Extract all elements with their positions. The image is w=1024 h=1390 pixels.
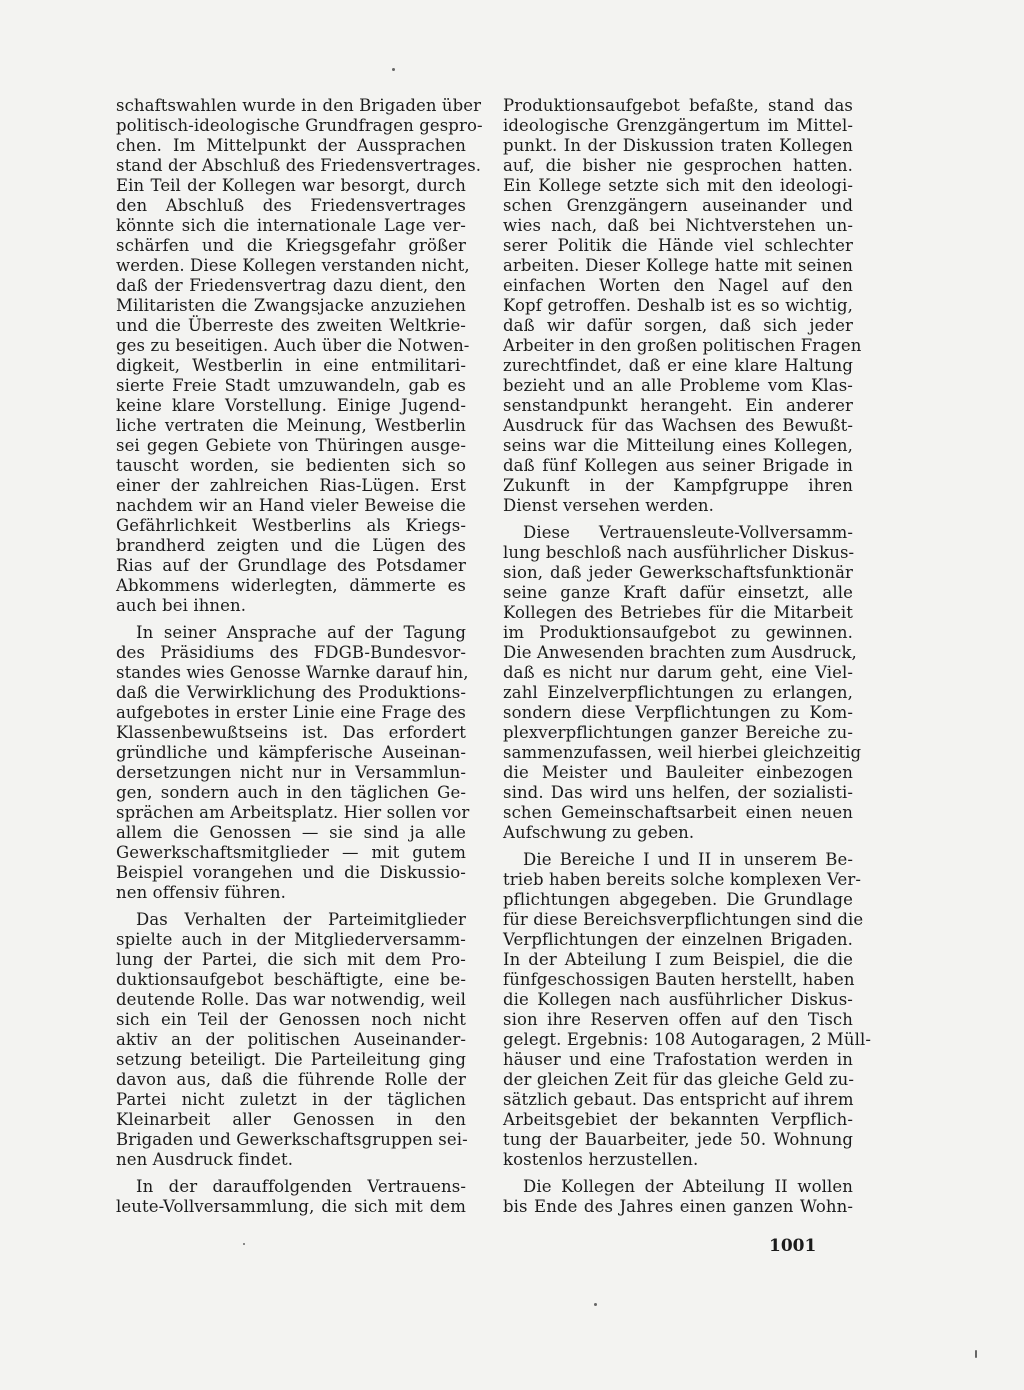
text-line: kostenlos herzustellen. <box>503 1150 699 1169</box>
text-line: trieb haben bereits solche komplexen Ver- <box>503 870 862 889</box>
scan-speck <box>243 1243 245 1245</box>
text-line: gründliche und kämpferische Auseinan- <box>116 743 466 762</box>
text-line: schaftswahlen wurde in den Brigaden über <box>116 96 482 115</box>
paragraph-gap <box>116 903 466 910</box>
text-line: sammenzufassen, weil hierbei gleichzeitig <box>503 743 862 762</box>
text-line: bezieht und an alle Probleme vom Klas- <box>503 376 853 395</box>
text-line: Kopf getroffen. Deshalb ist es so wichtig, <box>503 296 853 315</box>
text-line: könnte sich die internationale Lage ver- <box>116 216 466 235</box>
text-line: sei gegen Gebiete von Thüringen ausge- <box>116 436 466 455</box>
text-line: tauscht worden, sie bedienten sich so <box>116 456 466 475</box>
text-line: In der darauffolgenden Vertrauens- <box>136 1177 466 1196</box>
paragraph <box>116 623 470 903</box>
paragraph <box>503 96 862 516</box>
text-line: für diese Bereichsverpflichtungen sind die <box>503 910 864 929</box>
text-line: Die Kollegen der Abteilung II wollen <box>523 1177 853 1196</box>
text-line: chen. Im Mittelpunkt der Aussprachen <box>116 136 466 155</box>
text-line: nen Ausdruck findet. <box>116 1150 294 1169</box>
text-line: häuser und eine Trafostation werden in <box>503 1050 853 1069</box>
text-line: deutende Rolle. Das war notwendig, weil <box>116 990 466 1009</box>
text-line: spielte auch in der Mitgliederversamm- <box>116 930 466 949</box>
text-line: ideologische Grenzgängertum im Mittel- <box>503 116 853 135</box>
text-line: wies nach, daß bei Nichtverstehen un- <box>503 216 853 235</box>
text-line: auf, die bisher nie gesprochen hatten. <box>503 156 853 175</box>
text-line: sondern diese Verpflichtungen zu Kom- <box>503 703 853 722</box>
text-line: Beispiel vorangehen und die Diskussio- <box>116 863 466 882</box>
text-line: daß es nicht nur darum geht, eine Viel- <box>503 663 853 682</box>
text-line: plexverpflichtungen ganzer Bereiche zu- <box>503 723 853 742</box>
text-line: seins war die Mitteilung eines Kollegen, <box>503 436 853 455</box>
text-line: sich ein Teil der Genossen noch nicht <box>116 1010 466 1029</box>
text-line: werden. Diese Kollegen verstanden nicht, <box>116 256 470 275</box>
text-line: bis Ende des Jahres einen ganzen Wohn- <box>503 1197 853 1216</box>
scan-speck <box>975 1350 977 1358</box>
paragraph <box>116 1177 466 1217</box>
text-line: sion, daß jeder Gewerkschaftsfunktionär <box>503 563 853 582</box>
text-line: Gefährlichkeit Westberlins als Kriegs- <box>116 516 466 535</box>
text-line: brandherd zeigten und die Lügen des <box>116 536 466 555</box>
text-line: sätzlich gebaut. Das entspricht auf ihrem <box>503 1090 854 1109</box>
paragraph-gap <box>503 516 853 523</box>
text-line: politisch-ideologische Grundfragen gespro- <box>116 116 483 135</box>
text-line: dersetzungen nicht nur in Versammlun- <box>116 763 466 782</box>
text-line: allem die Genossen — sie sind ja alle <box>116 823 466 842</box>
text-line: gelegt. Ergebnis: 108 Autogaragen, 2 Müll- <box>503 1030 872 1049</box>
text-line: einer der zahlreichen Rias-Lügen. Erst <box>116 476 466 495</box>
text-line: daß die Verwirklichung des Produktions- <box>116 683 466 702</box>
text-line: einfachen Worten den Nagel auf den <box>503 276 853 295</box>
text-line: gen, sondern auch in den täglichen Ge- <box>116 783 466 802</box>
text-line: Zukunft in der Kampfgruppe ihren <box>503 476 853 495</box>
text-line: der gleichen Zeit für das gleiche Geld zu- <box>503 1070 855 1089</box>
text-line: Das Verhalten der Parteimitglieder <box>136 910 466 929</box>
text-line: tung der Bauarbeiter, jede 50. Wohnung <box>503 1130 853 1149</box>
text-line: fünfgeschossigen Bauten herstellt, haben <box>503 970 855 989</box>
text-line: Die Bereiche I und II in unserem Be- <box>523 850 853 869</box>
text-line: seine ganze Kraft dafür einsetzt, alle <box>503 583 853 602</box>
text-line: Partei nicht zuletzt in der täglichen <box>116 1090 466 1109</box>
text-line: Kleinarbeit aller Genossen in den <box>116 1110 466 1129</box>
paragraph-gap <box>116 1170 466 1177</box>
text-line: sion ihre Reserven offen auf den Tisch <box>503 1010 853 1029</box>
paragraph-gap <box>116 616 466 623</box>
text-line: liche vertraten die Meinung, Westberlin <box>116 416 466 435</box>
text-line: stand der Abschluß des Friedensvertrages. <box>116 156 482 175</box>
text-line: sierte Freie Stadt umzuwandeln, gab es <box>116 376 466 395</box>
text-line: arbeiten. Dieser Kollege hatte mit seinen <box>503 256 853 275</box>
text-line: Ein Kollege setzte sich mit den ideologi- <box>503 176 853 195</box>
paragraph <box>503 1177 853 1217</box>
text-line: punkt. In der Diskussion traten Kollegen <box>503 136 853 155</box>
text-line: des Präsidiums des FDGB-Bundesvor- <box>116 643 466 662</box>
text-line: Klassenbewußtseins ist. Das erfordert <box>116 723 466 742</box>
page-number: 1001 <box>769 1236 817 1256</box>
text-line: Rias auf der Grundlage des Potsdamer <box>116 556 466 575</box>
text-line: daß wir dafür sorgen, daß sich jeder <box>503 316 853 335</box>
text-line: standes wies Genosse Warnke darauf hin, <box>116 663 469 682</box>
text-line: serer Politik die Hände viel schlechter <box>503 236 853 255</box>
text-line: keine klare Vorstellung. Einige Jugend- <box>116 396 466 415</box>
text-line: lung der Partei, die sich mit dem Pro- <box>116 950 466 969</box>
text-line: daß fünf Kollegen aus seiner Brigade in <box>503 456 853 475</box>
text-line: digkeit, Westberlin in eine entmilitari- <box>116 356 466 375</box>
paragraph <box>503 850 872 1170</box>
paragraph <box>503 523 862 843</box>
text-line: Arbeiter in den großen politischen Fragen <box>503 336 862 355</box>
text-line: Ausdruck für das Wachsen des Bewußt- <box>503 416 853 435</box>
text-line: im Produktionsaufgebot zu gewinnen. <box>503 623 853 642</box>
text-line: schen Grenzgängern auseinander und <box>503 196 853 215</box>
scan-speck <box>392 68 395 71</box>
paragraph <box>116 910 466 1170</box>
text-line: pflichtungen abgegeben. Die Grundlage <box>503 890 853 909</box>
text-line: sprächen am Arbeitsplatz. Hier sollen vor <box>116 803 470 822</box>
text-line: In der Abteilung I zum Beispiel, die die <box>503 950 853 969</box>
text-line: Verpflichtungen der einzelnen Brigaden. <box>503 930 853 949</box>
text-line: Militaristen die Zwangsjacke anzuziehen <box>116 296 466 315</box>
text-line: Ein Teil der Kollegen war besorgt, durch <box>116 176 466 195</box>
text-line: Produktionsaufgebot befaßte, stand das <box>503 96 853 115</box>
text-line: auch bei ihnen. <box>116 596 247 615</box>
text-line: aktiv an der politischen Auseinander- <box>116 1030 466 1049</box>
right-text-column <box>503 96 872 1217</box>
text-line: den Abschluß des Friedensvertrages <box>116 196 466 215</box>
paragraph-gap <box>503 843 853 850</box>
text-line: Abkommens widerlegten, dämmerte es <box>116 576 466 595</box>
text-line: Gewerkschaftsmitglieder — mit gutem <box>116 843 466 862</box>
text-line: aufgebotes in erster Linie eine Frage des <box>116 703 466 722</box>
text-line: schärfen und die Kriegsgefahr größer <box>116 236 466 255</box>
text-line: nachdem wir an Hand vieler Beweise die <box>116 496 466 515</box>
text-line: schen Gemeinschaftsarbeit einen neuen <box>503 803 853 822</box>
text-line: Kollegen des Betriebes für die Mitarbeit <box>503 603 853 622</box>
text-line: ges zu beseitigen. Auch über die Notwen- <box>116 336 470 355</box>
text-line: Dienst versehen werden. <box>503 496 714 515</box>
text-line: Brigaden und Gewerkschaftsgruppen sei- <box>116 1130 468 1149</box>
text-line: Aufschwung zu geben. <box>503 823 695 842</box>
paragraph <box>116 96 483 616</box>
text-line: davon aus, daß die führende Rolle der <box>116 1070 466 1089</box>
scan-speck <box>594 1303 597 1306</box>
text-line: daß der Friedensvertrag dazu dient, den <box>116 276 466 295</box>
text-line: senstandpunkt herangeht. Ein anderer <box>503 396 853 415</box>
text-line: und die Überreste des zweiten Weltkrie- <box>116 316 466 335</box>
text-line: Diese Vertrauensleute-Vollversamm- <box>523 523 853 542</box>
text-line: zurechtfindet, daß er eine klare Haltung <box>503 356 853 375</box>
text-line: zahl Einzelverpflichtungen zu erlangen, <box>503 683 853 702</box>
text-line: Arbeitsgebiet der bekannten Verpflich- <box>503 1110 853 1129</box>
text-line: leute-Vollversammlung, die sich mit dem <box>116 1197 466 1216</box>
text-line: lung beschloß nach ausführlicher Diskus- <box>503 543 855 562</box>
text-line: setzung beteiligt. Die Parteileitung ging <box>116 1050 466 1069</box>
paragraph-gap <box>503 1170 853 1177</box>
left-text-column <box>116 96 483 1217</box>
text-line: die Kollegen nach ausführlicher Diskus- <box>503 990 853 1009</box>
text-line: Die Anwesenden brachten zum Ausdruck, <box>503 643 857 662</box>
text-line: duktionsaufgebot beschäftigte, eine be- <box>116 970 466 989</box>
text-line: nen offensiv führen. <box>116 883 286 902</box>
text-line: In seiner Ansprache auf der Tagung <box>136 623 466 642</box>
text-line: sind. Das wird uns helfen, der sozialisti- <box>503 783 853 802</box>
text-line: die Meister und Bauleiter einbezogen <box>503 763 853 782</box>
